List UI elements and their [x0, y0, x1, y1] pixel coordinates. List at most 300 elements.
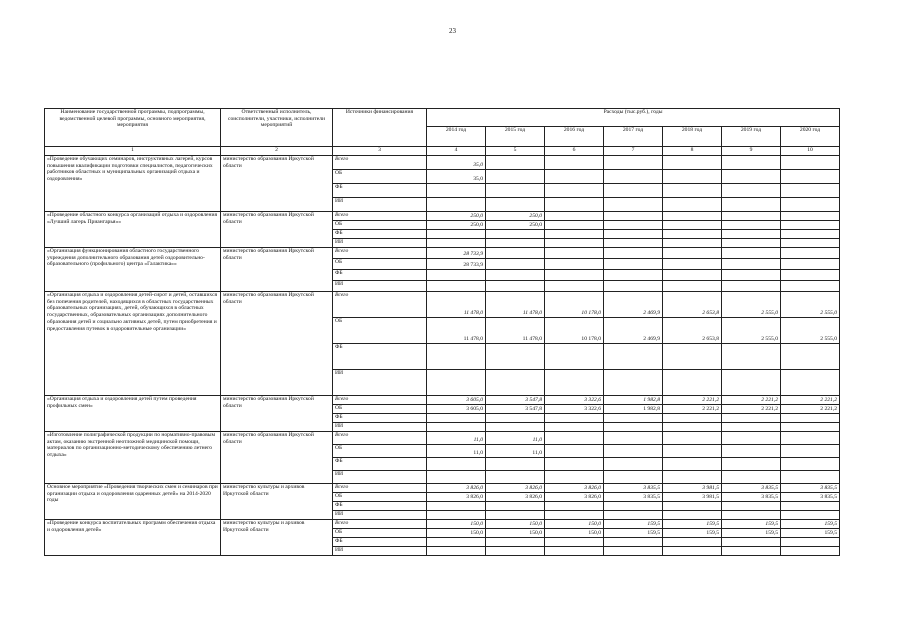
- expense-value: [486, 281, 545, 292]
- expense-value: [722, 230, 781, 239]
- expense-value: [663, 458, 722, 471]
- table-row: [45, 432, 840, 445]
- expense-value: [486, 423, 545, 432]
- expense-value: 3 981,5: [663, 493, 722, 502]
- expense-value: [427, 344, 486, 370]
- expense-value: [545, 471, 604, 484]
- expense-value: [781, 458, 840, 471]
- expense-value: [781, 170, 840, 184]
- funding-source: Всего: [333, 432, 427, 445]
- funding-source: ФБ: [333, 270, 427, 281]
- expense-value: [486, 547, 545, 556]
- header-year: 2020 год: [781, 127, 840, 147]
- expense-value: [604, 230, 663, 239]
- expense-value: [545, 198, 604, 212]
- expense-value: 150,0: [427, 520, 486, 529]
- page-number: 23: [449, 27, 456, 35]
- expense-value: 3 826,0: [427, 484, 486, 493]
- expense-value: [604, 212, 663, 221]
- table-row: [45, 156, 840, 170]
- expense-value: [781, 248, 840, 259]
- table-row: [45, 520, 840, 529]
- expense-value: [781, 281, 840, 292]
- header-expenses: Расходы (тыс.руб.), годы: [427, 109, 840, 127]
- column-number: 9: [722, 147, 781, 156]
- funding-source: ИИ: [333, 423, 427, 432]
- expense-value: [781, 344, 840, 370]
- expense-value: [427, 423, 486, 432]
- expense-value: 10 178,0: [545, 318, 604, 344]
- expense-value: 1 982,8: [604, 396, 663, 405]
- expense-value: 2 221,2: [781, 405, 840, 414]
- funding-source: Всего: [333, 292, 427, 318]
- table-row: [45, 292, 840, 318]
- expense-value: [604, 547, 663, 556]
- expense-value: 159,5: [722, 520, 781, 529]
- table-row: [45, 484, 840, 493]
- funding-source: ИИ: [333, 198, 427, 212]
- expense-value: 159,5: [722, 529, 781, 538]
- expense-value: [722, 547, 781, 556]
- expense-value: 250,0: [486, 212, 545, 221]
- expense-value: [722, 423, 781, 432]
- expense-value: 3 826,0: [545, 484, 604, 493]
- expense-value: [722, 270, 781, 281]
- expense-value: [781, 212, 840, 221]
- expense-value: [722, 502, 781, 511]
- expense-value: [545, 239, 604, 248]
- expense-value: [663, 259, 722, 270]
- expense-value: [486, 370, 545, 396]
- expense-value: 3 835,5: [781, 493, 840, 502]
- expense-value: [781, 221, 840, 230]
- expense-value: [781, 511, 840, 520]
- expense-value: [781, 423, 840, 432]
- activity-name: «Организация функционирования областного государственного учреждения дополнительного образования детей оздоровительно-образовательного (профильного) центра «Галактика»»: [45, 248, 221, 292]
- expense-value: [781, 184, 840, 198]
- expense-value: [427, 230, 486, 239]
- expense-value: 3 605,0: [427, 396, 486, 405]
- column-number: 7: [604, 147, 663, 156]
- expense-value: [486, 344, 545, 370]
- expense-value: [604, 511, 663, 520]
- funding-source: ОБ: [333, 221, 427, 230]
- expense-value: [604, 445, 663, 458]
- expense-value: 11,0: [486, 432, 545, 445]
- column-number: 10: [781, 147, 840, 156]
- funding-source: ОБ: [333, 529, 427, 538]
- expense-value: [663, 502, 722, 511]
- expense-value: [722, 248, 781, 259]
- expense-value: 250,0: [427, 212, 486, 221]
- activity-name: «Проведение обучающих семинаров, инструктивных лагерей, курсов повышения квалификации подготовки специалистов, педагогических работников областных и муниципальных организаций отдыха и оздоровления»: [45, 156, 221, 212]
- expense-value: [604, 471, 663, 484]
- column-number: 3: [333, 147, 427, 156]
- expense-value: [663, 156, 722, 170]
- expense-value: [486, 230, 545, 239]
- expense-value: [427, 239, 486, 248]
- expense-value: 159,5: [781, 520, 840, 529]
- expense-value: 3 835,5: [604, 484, 663, 493]
- column-number: 5: [486, 147, 545, 156]
- expense-value: 2 555,0: [722, 318, 781, 344]
- expense-value: 3 322,6: [545, 396, 604, 405]
- expense-value: [663, 511, 722, 520]
- expense-value: [781, 414, 840, 423]
- expense-value: [604, 370, 663, 396]
- expense-value: [663, 198, 722, 212]
- expense-value: [545, 538, 604, 547]
- header-year: 2018 год: [663, 127, 722, 147]
- column-number: 4: [427, 147, 486, 156]
- expense-value: [663, 221, 722, 230]
- expense-value: [545, 281, 604, 292]
- expense-value: [781, 270, 840, 281]
- expense-value: [722, 184, 781, 198]
- expense-value: 11,0: [427, 432, 486, 445]
- expense-value: 3 835,5: [722, 484, 781, 493]
- expense-value: 2 221,2: [781, 396, 840, 405]
- header-name: Наименование государственной программы, подпрограммы, ведомственной целевой программы, основного мероприятия, мероприятия: [45, 109, 221, 147]
- expense-value: [663, 239, 722, 248]
- expense-value: 2 221,2: [722, 396, 781, 405]
- expense-value: [427, 370, 486, 396]
- table-body: [45, 156, 840, 556]
- expense-value: [722, 239, 781, 248]
- expense-value: [545, 445, 604, 458]
- expense-value: [486, 184, 545, 198]
- responsible-executor: министерство культуры и архивов Иркутской области: [221, 484, 333, 520]
- expense-value: 2 555,0: [722, 292, 781, 318]
- expense-value: [722, 156, 781, 170]
- expense-value: 2 221,2: [722, 405, 781, 414]
- funding-source: ОБ: [333, 170, 427, 184]
- responsible-executor: министерство образования Иркутской области: [221, 212, 333, 248]
- expense-value: 3 605,0: [427, 405, 486, 414]
- expense-value: [604, 414, 663, 423]
- funding-source: Всего: [333, 396, 427, 405]
- expense-value: [663, 414, 722, 423]
- activity-name: «Организация отдыха и оздоровления детей путем проведения профильных смен»: [45, 396, 221, 432]
- funding-source: ФБ: [333, 414, 427, 423]
- expense-value: [545, 270, 604, 281]
- expense-value: 2 653,8: [663, 318, 722, 344]
- expense-value: [486, 471, 545, 484]
- expense-value: [722, 432, 781, 445]
- funding-source: ИИ: [333, 239, 427, 248]
- responsible-executor: министерство культуры и архивов Иркутской области: [221, 520, 333, 556]
- expense-value: [781, 502, 840, 511]
- expense-value: [545, 156, 604, 170]
- expense-value: [427, 538, 486, 547]
- expense-value: [663, 471, 722, 484]
- expense-value: 159,5: [604, 529, 663, 538]
- expense-value: [545, 221, 604, 230]
- expense-value: 3 547,8: [486, 405, 545, 414]
- expense-value: [663, 370, 722, 396]
- expense-value: 11 478,0: [486, 318, 545, 344]
- expense-value: [486, 198, 545, 212]
- expense-value: 11 478,0: [427, 318, 486, 344]
- column-number: 1: [45, 147, 221, 156]
- expense-value: [781, 445, 840, 458]
- expense-value: [604, 248, 663, 259]
- table-row: [45, 212, 840, 221]
- expense-value: [781, 239, 840, 248]
- expense-value: [545, 502, 604, 511]
- expense-value: [663, 184, 722, 198]
- header-responsible: Ответственный исполнитель, соисполнители, участники, исполнители мероприятий: [221, 109, 333, 147]
- expense-value: [545, 344, 604, 370]
- expense-value: [486, 156, 545, 170]
- expense-value: 35,0: [427, 170, 486, 184]
- activity-name: «Проведение областного конкурса организаций отдыха и оздоровления «Лучший лагерь Приангарья»»: [45, 212, 221, 248]
- expense-value: 3 826,0: [486, 484, 545, 493]
- expense-value: 1 982,8: [604, 405, 663, 414]
- header-source: Источники финансирования: [333, 109, 427, 147]
- expense-value: 159,5: [604, 520, 663, 529]
- funding-source: ОБ: [333, 493, 427, 502]
- activity-name: «Проведение конкурса воспитательных программ обеспечения отдыха и оздоровления детей»: [45, 520, 221, 556]
- funding-source: ФБ: [333, 344, 427, 370]
- expense-value: [722, 259, 781, 270]
- expense-value: [781, 230, 840, 239]
- expense-value: 11,0: [486, 445, 545, 458]
- expense-value: [604, 239, 663, 248]
- expense-value: [604, 221, 663, 230]
- expense-value: [604, 344, 663, 370]
- expense-value: 159,5: [663, 520, 722, 529]
- expense-value: [545, 212, 604, 221]
- expense-value: [781, 370, 840, 396]
- expense-value: 159,5: [663, 529, 722, 538]
- expense-value: [781, 198, 840, 212]
- expense-value: [486, 259, 545, 270]
- expense-value: [663, 270, 722, 281]
- expense-value: [427, 184, 486, 198]
- funding-source: Всего: [333, 520, 427, 529]
- expense-value: [722, 170, 781, 184]
- expense-value: 3 835,5: [604, 493, 663, 502]
- expense-value: [722, 445, 781, 458]
- expense-value: [663, 445, 722, 458]
- expense-value: [427, 281, 486, 292]
- expense-value: 11 478,0: [427, 292, 486, 318]
- expense-value: [486, 414, 545, 423]
- budget-table: [44, 108, 840, 556]
- expense-value: [545, 458, 604, 471]
- expense-value: [722, 414, 781, 423]
- expense-value: [604, 259, 663, 270]
- funding-source: ФБ: [333, 502, 427, 511]
- expense-value: [604, 170, 663, 184]
- funding-source: Всего: [333, 212, 427, 221]
- expense-value: [663, 547, 722, 556]
- expense-value: [663, 423, 722, 432]
- expense-value: [545, 370, 604, 396]
- expense-value: [486, 511, 545, 520]
- expense-value: [604, 156, 663, 170]
- activity-name: «Изготовление полиграфической продукции по нормативно-правовым актам, оказанию экстренной неотложной медицинской помощи, материалов по организационно-методическому обеспечению летнего отдыха»: [45, 432, 221, 484]
- expense-value: 11,0: [427, 445, 486, 458]
- expense-value: [604, 184, 663, 198]
- expense-value: [427, 502, 486, 511]
- expense-value: [545, 230, 604, 239]
- responsible-executor: министерство образования Иркутской области: [221, 432, 333, 484]
- expense-value: [781, 432, 840, 445]
- expense-value: [545, 259, 604, 270]
- header-year: 2016 год: [545, 127, 604, 147]
- expense-value: [427, 511, 486, 520]
- expense-value: 28 733,9: [427, 248, 486, 259]
- expense-value: 2 469,9: [604, 318, 663, 344]
- header-year: 2017 год: [604, 127, 663, 147]
- header-year: 2015 год: [486, 127, 545, 147]
- expense-value: [486, 502, 545, 511]
- expense-value: [663, 281, 722, 292]
- expense-value: [545, 170, 604, 184]
- expense-value: [663, 344, 722, 370]
- expense-value: [545, 432, 604, 445]
- expense-value: 3 826,0: [486, 493, 545, 502]
- expense-value: 250,0: [486, 221, 545, 230]
- expense-value: [663, 248, 722, 259]
- expense-value: [722, 221, 781, 230]
- column-number: 6: [545, 147, 604, 156]
- expense-value: [545, 248, 604, 259]
- column-number: 2: [221, 147, 333, 156]
- funding-source: ИИ: [333, 370, 427, 396]
- expense-value: [604, 198, 663, 212]
- expense-value: [545, 423, 604, 432]
- expense-value: [722, 458, 781, 471]
- funding-source: Всего: [333, 248, 427, 259]
- expense-value: [486, 270, 545, 281]
- activity-name: Основное мероприятие «Проведения творческих смен и семинаров при организации отдыха и оздоровления одаренных детей» на 2014-2020 годы: [45, 484, 221, 520]
- expense-value: [722, 538, 781, 547]
- expense-value: 150,0: [545, 529, 604, 538]
- funding-source: ФБ: [333, 230, 427, 239]
- expense-value: [486, 170, 545, 184]
- header-year: 2014 год: [427, 127, 486, 147]
- table-row: [45, 248, 840, 259]
- responsible-executor: министерство образования Иркутской области: [221, 292, 333, 396]
- expense-value: [781, 538, 840, 547]
- expense-value: [604, 423, 663, 432]
- expense-value: [427, 471, 486, 484]
- expense-value: 3 322,6: [545, 405, 604, 414]
- expense-value: 250,0: [427, 221, 486, 230]
- table-row: [45, 396, 840, 405]
- expense-value: [663, 230, 722, 239]
- funding-source: ОБ: [333, 318, 427, 344]
- expense-value: [427, 547, 486, 556]
- expense-value: [486, 248, 545, 259]
- funding-source: Всего: [333, 156, 427, 170]
- expense-value: 3 826,0: [427, 493, 486, 502]
- funding-source: ФБ: [333, 538, 427, 547]
- expense-value: 2 555,0: [781, 292, 840, 318]
- expense-value: 35,0: [427, 156, 486, 170]
- expense-value: [486, 538, 545, 547]
- expense-value: [663, 212, 722, 221]
- expense-value: [722, 198, 781, 212]
- expense-value: [781, 547, 840, 556]
- header-year: 2019 год: [722, 127, 781, 147]
- expense-value: [722, 212, 781, 221]
- expense-value: [486, 458, 545, 471]
- expense-value: [604, 502, 663, 511]
- expense-value: [604, 270, 663, 281]
- expense-value: 3 547,8: [486, 396, 545, 405]
- expense-value: 11 478,0: [486, 292, 545, 318]
- expense-value: 2 653,8: [663, 292, 722, 318]
- expense-value: [722, 370, 781, 396]
- column-number: 8: [663, 147, 722, 156]
- expense-value: [722, 471, 781, 484]
- expense-value: 28 733,9: [427, 259, 486, 270]
- expense-value: [663, 432, 722, 445]
- expense-value: [604, 538, 663, 547]
- expense-value: [545, 184, 604, 198]
- expense-value: 150,0: [486, 520, 545, 529]
- expense-value: [427, 458, 486, 471]
- expense-value: [486, 239, 545, 248]
- funding-source: ИИ: [333, 511, 427, 520]
- responsible-executor: министерство образования Иркутской области: [221, 156, 333, 212]
- responsible-executor: министерство образования Иркутской области: [221, 248, 333, 292]
- expense-value: 2 555,0: [781, 318, 840, 344]
- funding-source: ФБ: [333, 458, 427, 471]
- expense-value: 2 221,2: [663, 396, 722, 405]
- expense-value: 2 469,9: [604, 292, 663, 318]
- expense-value: 10 178,0: [545, 292, 604, 318]
- expense-value: [427, 198, 486, 212]
- expense-value: 3 835,5: [781, 484, 840, 493]
- funding-source: ОБ: [333, 445, 427, 458]
- expense-value: [545, 511, 604, 520]
- funding-source: ИИ: [333, 471, 427, 484]
- funding-source: ИИ: [333, 547, 427, 556]
- expense-value: [427, 414, 486, 423]
- expense-value: [604, 458, 663, 471]
- expense-value: [781, 156, 840, 170]
- expense-value: 3 835,5: [722, 493, 781, 502]
- expense-value: 2 221,2: [663, 405, 722, 414]
- expense-value: 150,0: [427, 529, 486, 538]
- responsible-executor: министерство образования Иркутской области: [221, 396, 333, 432]
- expense-value: [545, 547, 604, 556]
- expense-value: 3 981,5: [663, 484, 722, 493]
- expense-value: [722, 344, 781, 370]
- expense-value: 159,5: [781, 529, 840, 538]
- funding-source: ОБ: [333, 405, 427, 414]
- expense-value: [663, 170, 722, 184]
- expense-value: [781, 259, 840, 270]
- expense-value: [663, 538, 722, 547]
- expense-value: [545, 414, 604, 423]
- expense-value: [722, 281, 781, 292]
- expense-value: [427, 270, 486, 281]
- expense-value: [722, 511, 781, 520]
- activity-name: «Организация отдыха и оздоровления детей-сирот и детей, оставшихся без попечения родителей, находящихся в областных государственных образовательных организациях, детей, обучающихся в областных государственных, образовательных организациях дополнительного образования детей и социально активных детей, путем приобретения и предоставления путевок в оздоровительные организации»: [45, 292, 221, 396]
- funding-source: ОБ: [333, 259, 427, 270]
- expense-value: 150,0: [545, 520, 604, 529]
- expense-value: 3 826,0: [545, 493, 604, 502]
- expense-value: [781, 471, 840, 484]
- funding-source: ИИ: [333, 281, 427, 292]
- funding-source: ФБ: [333, 184, 427, 198]
